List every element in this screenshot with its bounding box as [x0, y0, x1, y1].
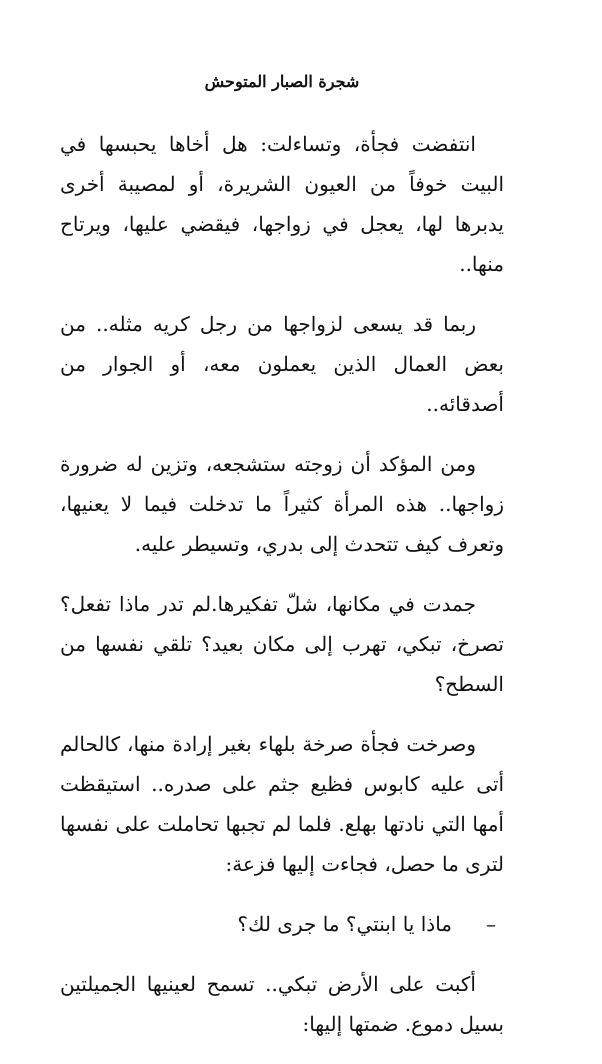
paragraph-1: انتفضت فجأة، وتساءلت: هل أخاها يحبسها في البيت خوفاً من العيون الشريرة، أو لمصيبة أخرى يدبرها لها، يعجل في زواجها، فيقضي عليها، ويرتاح منها..	[60, 132, 504, 276]
paragraph-2: ربما قد يسعى لزواجها من رجل كريه مثله.. من بعض العمال الذين يعملون معه، أو الجوار من أصدقائه..	[60, 312, 504, 416]
book-page	[60, 70, 504, 1064]
running-header-title: شجرة الصبار المتوحش	[204, 72, 360, 91]
dialogue-text: ماذا يا ابنتي؟ ما جرى لك؟	[237, 912, 452, 936]
paragraph-3: ومن المؤكد أن زوجته ستشجعه، وتزين له ضرورة زواجها.. هذه المرأة كثيراً ما تدخلت فيما لا يعنيها، وتعرف كيف تتحدث إلى بدري، وتسيطر عليه.	[60, 452, 504, 556]
paragraph-4: جمدت في مكانها، شلّ تفكيرها.لم تدر ماذا تفعل؟ تصرخ، تبكي، تهرب إلى مكان بعيد؟ تلقي نفسها من السطح؟	[60, 592, 504, 696]
paragraph-closing: أكبت على الأرض تبكي.. تسمح لعينيها الجميلتين بسيل دموع. ضمتها إليها:	[60, 972, 504, 1036]
paragraph-5: وصرخت فجأة صرخة بلهاء بغير إرادة منها، كالحالم أتى عليه كابوس فظيع جثم على صدره.. استيقظت أمها التي نادتها بهلع. فلما لم تجبها تحاملت على نفسها لترى ما حصل، فجاءت إليها فزعة:	[60, 732, 504, 876]
dialogue-dash: –	[486, 912, 496, 936]
dialogue-line	[60, 904, 504, 944]
